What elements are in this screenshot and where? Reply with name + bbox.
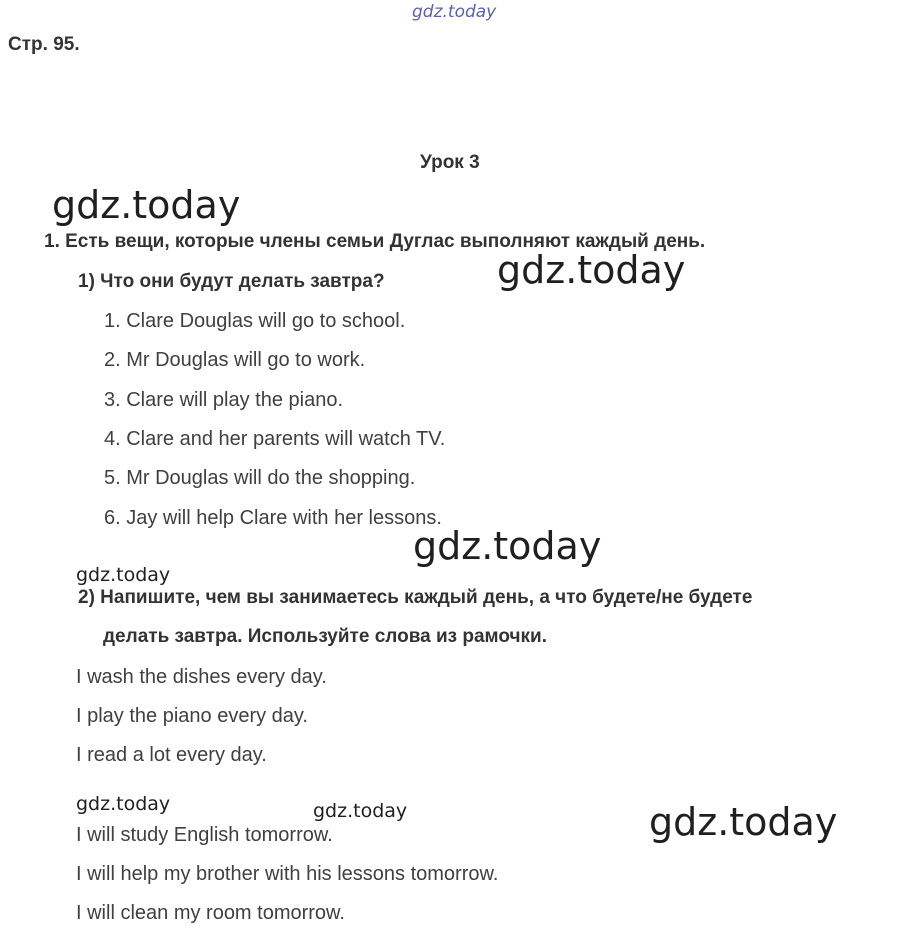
- watermark-large-1: gdz.today: [52, 183, 241, 227]
- watermark-large-3: gdz.today: [413, 524, 602, 568]
- answer-line: I wash the dishes every day.: [76, 666, 327, 688]
- task-heading: 1. Есть вещи, которые члены семьи Дуглас выполняют каждый день.: [44, 231, 706, 252]
- answer-line: I will help my brother with his lessons tomorrow.: [76, 863, 499, 885]
- answer-line: I will study English tomorrow.: [76, 824, 333, 846]
- list-item: 6. Jay will help Clare with her lessons.: [104, 507, 442, 529]
- watermark-large-2: gdz.today: [497, 248, 686, 292]
- watermark-small-3: gdz.today: [313, 800, 408, 822]
- answer-line: I will clean my room tomorrow.: [76, 902, 345, 924]
- watermark-large-4: gdz.today: [649, 800, 838, 844]
- part2-heading-line2: делать завтра. Используйте слова из рамочки.: [103, 626, 547, 647]
- watermark-small-1: gdz.today: [76, 564, 171, 586]
- watermark-top: gdz.today: [412, 2, 497, 22]
- part1-heading: 1) Что они будут делать завтра?: [78, 271, 385, 292]
- list-item: 4. Clare and her parents will watch TV.: [104, 428, 446, 450]
- list-item: 2. Mr Douglas will go to work.: [104, 349, 366, 371]
- lesson-title: Урок 3: [420, 152, 480, 173]
- page-label: Стр. 95.: [8, 34, 80, 55]
- list-item: 5. Mr Douglas will do the shopping.: [104, 467, 416, 489]
- list-item: 1. Clare Douglas will go to school.: [104, 310, 406, 332]
- part2-heading-line1: 2) Напишите, чем вы занимаетесь каждый день, а что будете/не будете: [78, 587, 753, 608]
- watermark-small-2: gdz.today: [76, 793, 171, 815]
- list-item: 3. Clare will play the piano.: [104, 389, 344, 411]
- answer-line: I play the piano every day.: [76, 705, 308, 727]
- answer-line: I read a lot every day.: [76, 744, 267, 766]
